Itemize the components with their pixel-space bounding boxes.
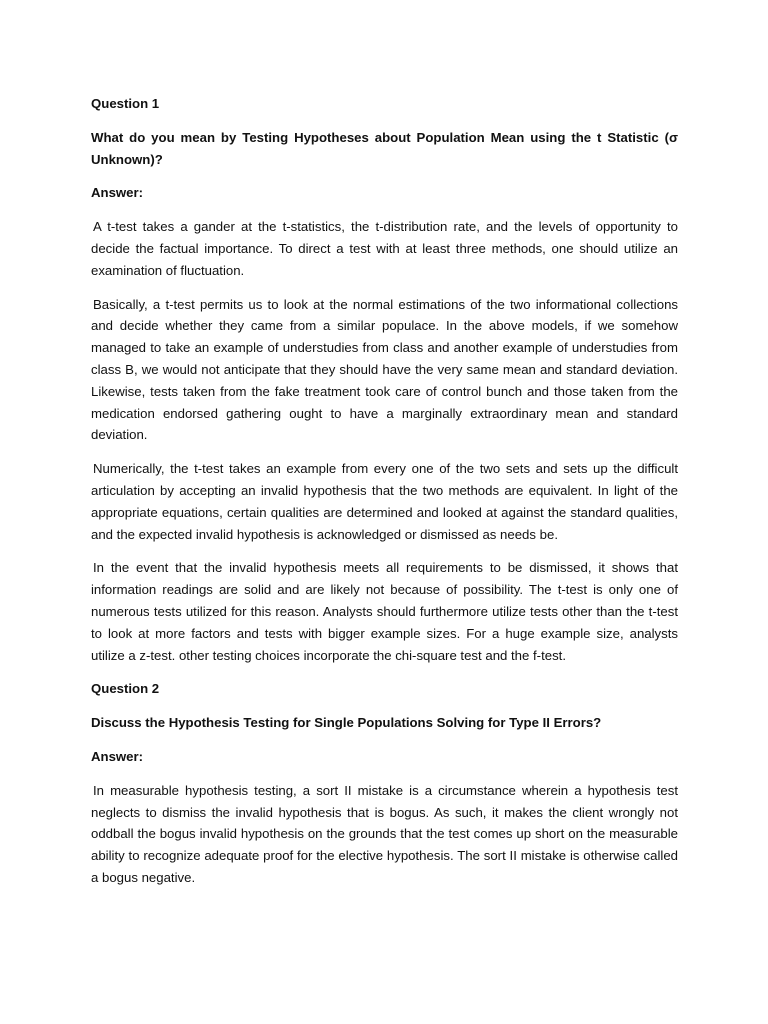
question-2-paragraph-1: In measurable hypothesis testing, a sort II mistake is a circumstance wherein a hypothesis test neglects to dismiss the invalid hypothesis that is bogus. As such, it makes the client wrongly not oddball the bogus invalid hypothesis on the grounds that the test comes up short on the measurable ability to recognize adequate proof for the elective hypothesis. The sort II mistake is otherwise called a bogus negative. — [91, 782, 678, 885]
question-2-heading: Question 2 — [91, 681, 160, 697]
question-2-prompt: Discuss the Hypothesis Testing for Single Populations Solving for Type II Errors? — [91, 715, 602, 731]
question-1-prompt: What do you mean by Testing Hypotheses about Population Mean using the t Statistic (σ Unknown)? — [91, 129, 678, 167]
question-1-heading: Question 1 — [91, 96, 160, 111]
document-page — [91, 93, 678, 901]
question-1-paragraph-3: Numerically, the t-test takes an example from every one of the two sets and sets up the difficult articulation by accepting an invalid hypothesis that the two methods are equivalent. In light of the appropriate equations, certain qualities are determined and looked at against the standard qualities, and the expected invalid hypothesis is acknowledged or dismissed as needs be. — [91, 461, 678, 542]
question-1-paragraph-4: In the event that the invalid hypothesis meets all requirements to be dismissed, it shows that information readings are solid and are likely not because of possibility. The t-test is only one of numerous tests utilized for this reason. Analysts should furthermore utilize tests other than the t-test to look at more factors and tests with bigger example sizes. For a huge example size, analysts utilize a z-test. other testing choices incorporate the chi-square test and the f-test. — [91, 560, 678, 663]
question-2-answer-label: Answer: — [91, 748, 144, 764]
question-1-answer-label: Answer: — [91, 185, 144, 201]
question-1-paragraph-2: Basically, a t-test permits us to look at the normal estimations of the two informational collections and decide whether they came from a similar populace. In the above models, if we somehow managed to take an example of understudies from class and another example of understudies from class B, we would not anticipate that they should have the very same mean and standard deviation. Likewise, tests taken from the fake treatment took care of control bunch and those taken from the medication endorsed gathering ought to have a marginally extraordinary mean and standard deviation. — [91, 296, 678, 443]
question-1-paragraph-1: A t-test takes a gander at the t-statistics, the t-distribution rate, and the levels of opportunity to decide the factual importance. To direct a test with at least three methods, one should utilize an examination of fluctuation. — [91, 219, 678, 278]
